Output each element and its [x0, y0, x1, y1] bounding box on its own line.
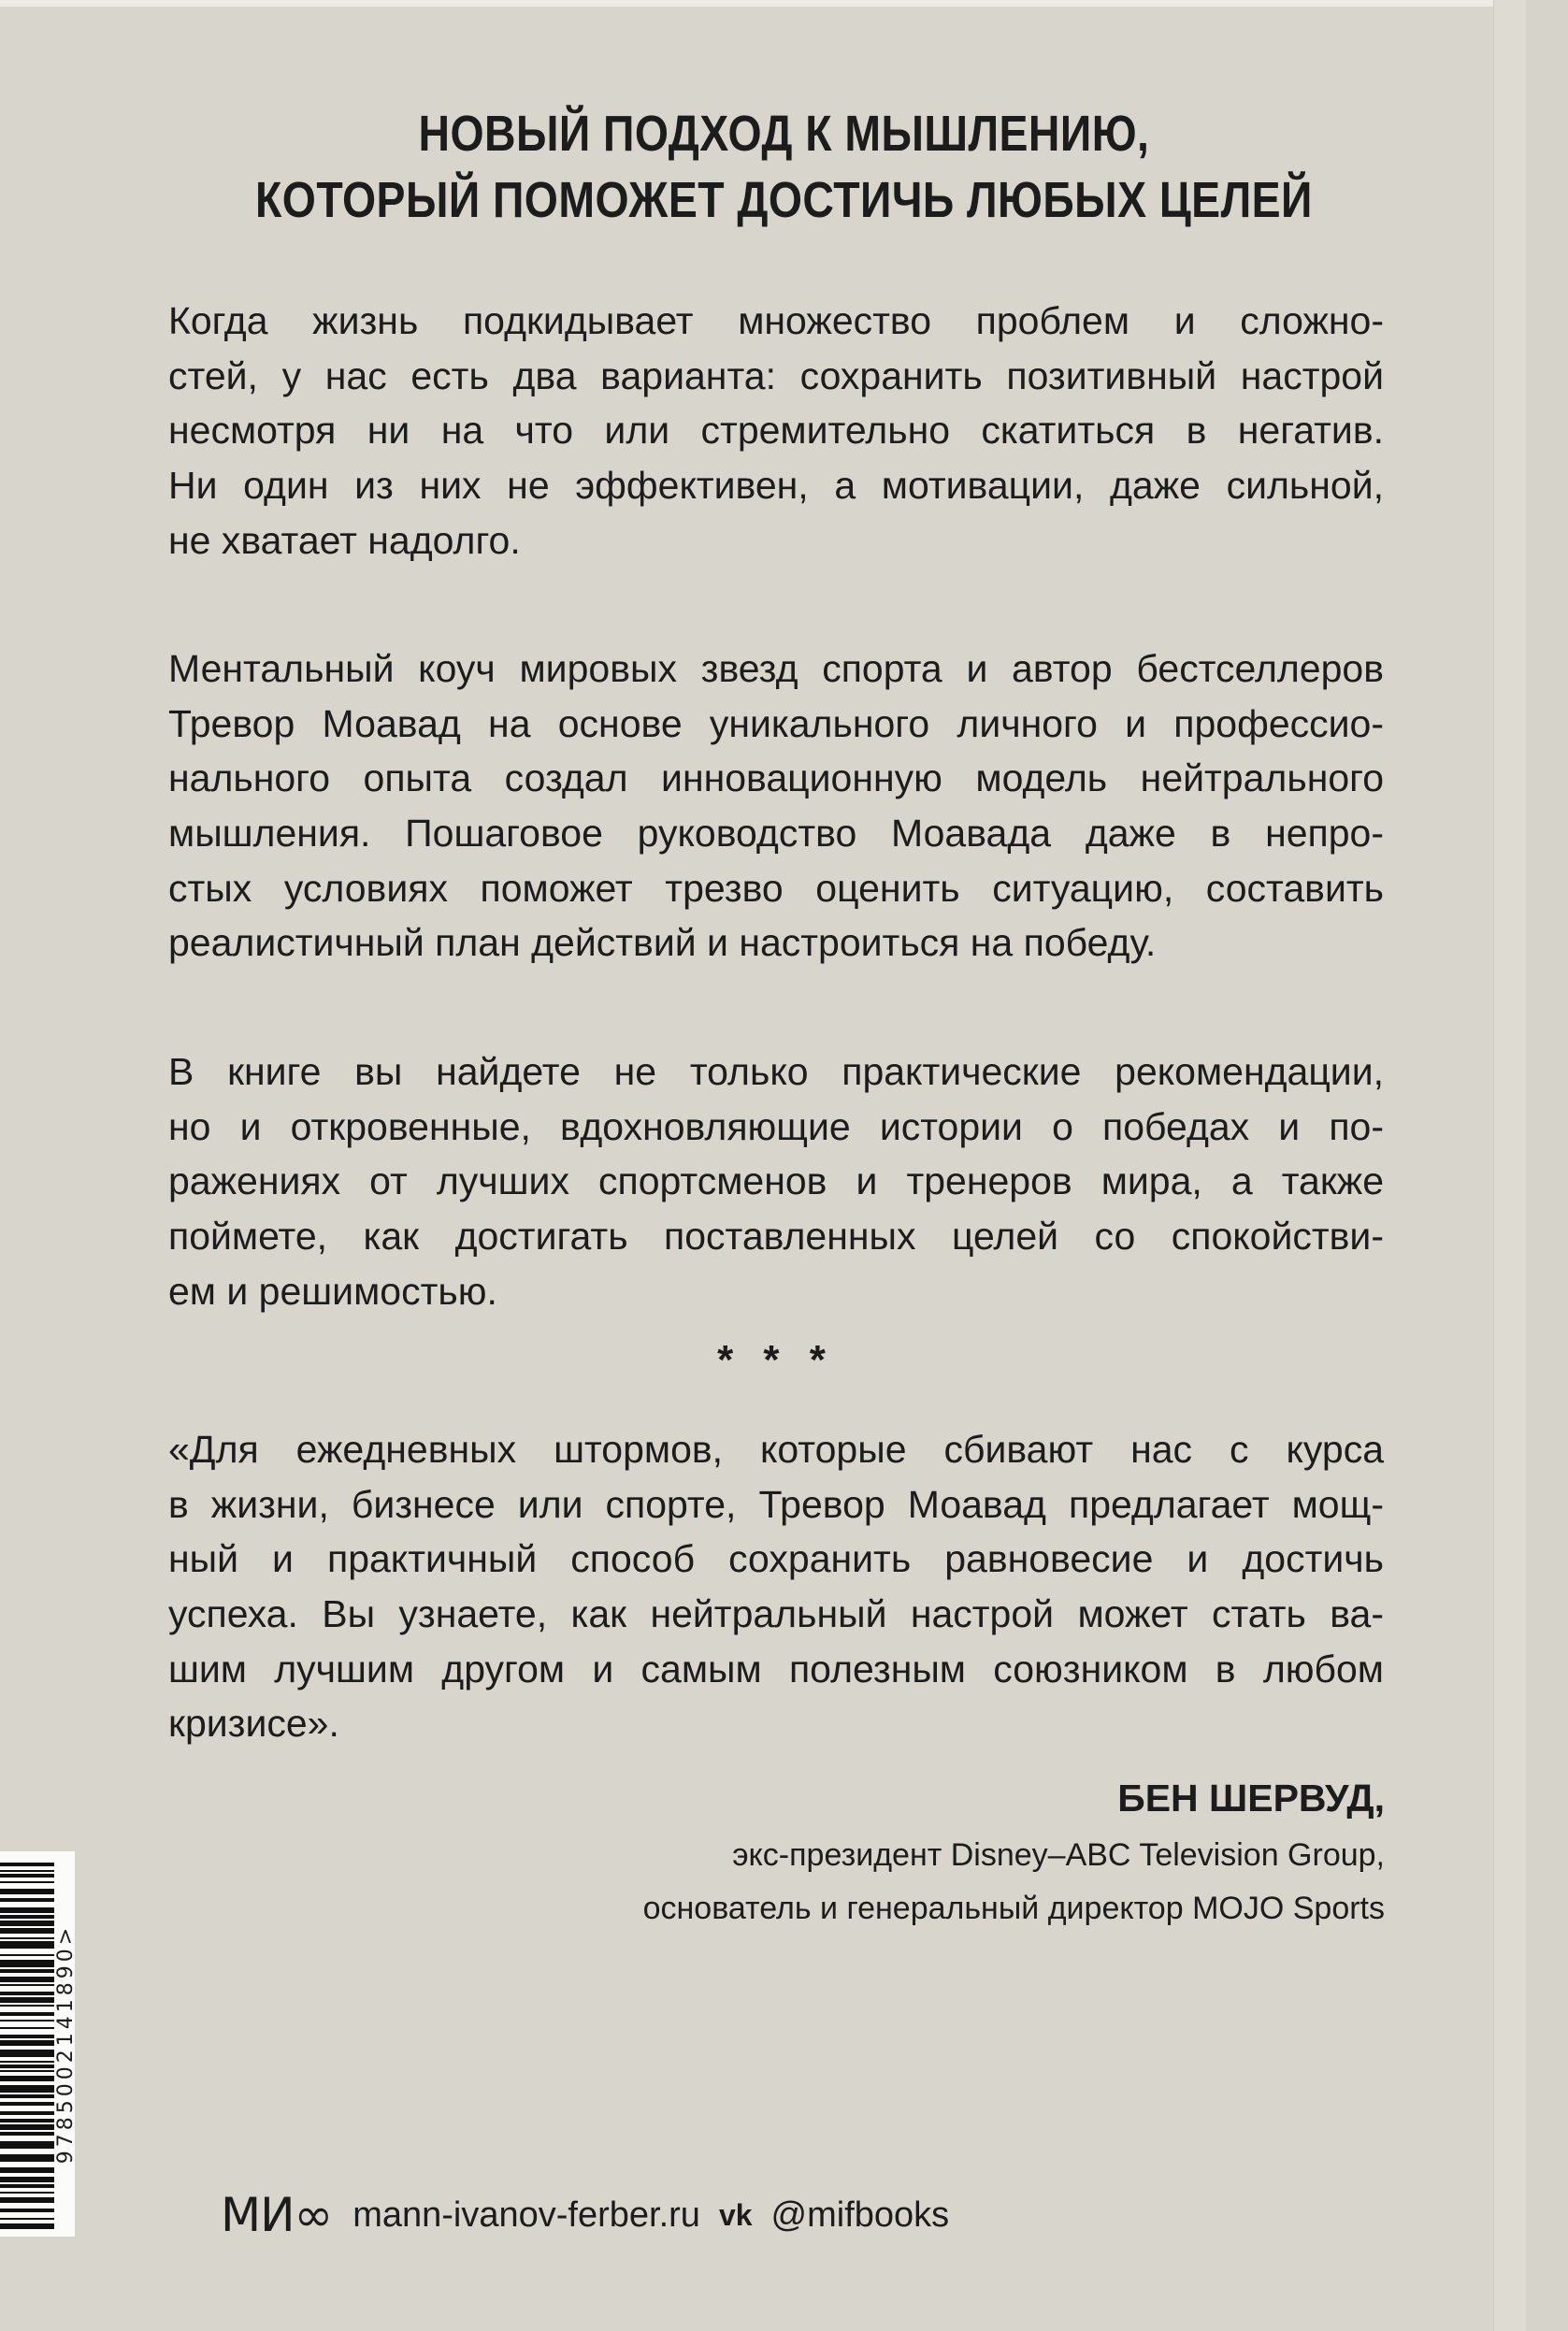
- social-handle[interactable]: @mifbooks: [770, 2194, 950, 2235]
- heading-line: КОТОРЫЙ ПОМОЖЕТ ДОСТИЧЬ ЛЮБЫХ ЦЕЛЕЙ: [255, 172, 1313, 228]
- text-line: ный и практичный способ сохранить равновесие и достичь: [168, 1537, 1384, 1581]
- barcode-bar: [0, 2027, 54, 2029]
- spine-hinge: [1493, 0, 1527, 2331]
- barcode-bar: [0, 2094, 54, 2098]
- cover-top-edge: [0, 0, 1568, 7]
- barcode-digits: [54, 1851, 78, 2237]
- barcode-bar: [0, 1977, 54, 1982]
- publisher-footer: [221, 2188, 949, 2242]
- text-line: Тревор Моавад на основе уникального личного и профессио-: [168, 701, 1384, 745]
- barcode-bar: [0, 2065, 54, 2068]
- separator: * * *: [717, 1337, 835, 1383]
- text-line: мышления. Пошаговое руководство Моавада даже в непро-: [168, 812, 1384, 856]
- barcode-bar: [0, 2035, 54, 2038]
- barcode-bar: [0, 2141, 54, 2149]
- barcode-bar: [0, 1863, 54, 1866]
- barcode-bar: [0, 2076, 54, 2081]
- barcode-bar: [0, 1915, 54, 1919]
- text-line: не хватает надолго.: [168, 518, 521, 562]
- barcode-bar: [0, 2184, 54, 2188]
- barcode-bar: [0, 1997, 54, 2003]
- barcode-bar: [0, 1881, 54, 1883]
- barcode-number: 9785002141890>: [54, 1923, 78, 2165]
- text-line: поймете, как достигать поставленных целей со спокойстви-: [168, 1215, 1384, 1259]
- barcode-bar: [0, 2167, 54, 2173]
- text-line: реалистичный план действий и настроиться на победу.: [168, 921, 1157, 965]
- barcode-bar: [0, 2209, 54, 2212]
- barcode-bar: [0, 2223, 54, 2229]
- barcode-bar: [0, 2119, 54, 2122]
- text-line: «Для ежедневных штормов, которые сбивают нас с курса: [168, 1428, 1384, 1471]
- barcode-bar: [0, 2132, 54, 2136]
- barcode-bar: [0, 2040, 54, 2046]
- text-line: в жизни, бизнесе или спорте, Тревор Моавад предлагает мощ-: [168, 1482, 1384, 1526]
- author-title-1: экс-президент Disney–ABC Television Group,: [732, 1837, 1385, 1873]
- barcode-bar: [0, 1907, 54, 1913]
- barcode-bar: [0, 2061, 54, 2063]
- website-link[interactable]: mann-ivanov-ferber.ru: [352, 2194, 700, 2235]
- barcode-bar: [0, 1898, 54, 1902]
- author-title-2: основатель и генеральный директор MOJO Sports: [642, 1891, 1385, 1926]
- barcode-bar: [0, 2102, 54, 2106]
- barcode-bar: [0, 2192, 54, 2194]
- barcode-bar: [0, 2050, 54, 2057]
- text-line: но и откровенные, вдохновляющие истории о победах и по-: [168, 1104, 1384, 1148]
- barcode-bar: [0, 2070, 54, 2072]
- text-line: стей, у нас есть два варианта: сохранить позитивный настрой: [168, 353, 1384, 397]
- paragraph-1: [168, 294, 1384, 568]
- text-line: В книге вы найдете не только практические рекомендации,: [168, 1050, 1384, 1093]
- barcode-bar: [0, 1937, 54, 1939]
- barcode-bar: [0, 1928, 54, 1934]
- barcode-bar: [0, 1960, 54, 1967]
- paragraph-2: [168, 641, 1384, 971]
- barcode-bar: [0, 2218, 54, 2220]
- cover-heading: [109, 101, 1458, 234]
- text-line: кризисе».: [168, 1702, 339, 1746]
- paragraph-3: [168, 1044, 1384, 1318]
- barcode-bar: [0, 2020, 54, 2022]
- barcode-bar: [0, 1992, 54, 1995]
- text-line: Ментальный коуч мировых звезд спорта и автор бестселлеров: [168, 647, 1384, 690]
- barcode-bar: [0, 1874, 54, 1878]
- text-line: успеха. Вы узнаете, как нейтральный настрой может стать ва-: [168, 1592, 1384, 1636]
- barcode-bar: [0, 2111, 54, 2115]
- text-line: Ни один из них не эффективен, а мотивации, даже сильной,: [168, 464, 1384, 508]
- barcode-bar: [0, 1969, 54, 1973]
- barcode-bar: [0, 1954, 54, 1956]
- vk-icon: vk: [718, 2197, 753, 2232]
- text-line: несмотря ни на что или стремительно скатиться в негатив.: [168, 409, 1384, 453]
- barcode-bar: [0, 2124, 54, 2130]
- quote-paragraph: [168, 1422, 1384, 1751]
- text-line: шим лучшим другом и самым полезным союзником в любом: [168, 1647, 1384, 1691]
- barcode-bar: [0, 2012, 54, 2016]
- heading-line: НОВЫЙ ПОДХОД К МЫШЛЕНИЮ,: [418, 106, 1150, 162]
- text-line: Когда жизнь подкидывает множество проблем и сложно-: [168, 299, 1384, 342]
- barcode-bars: [0, 1851, 54, 2237]
- barcode-bar: [0, 1941, 54, 1949]
- barcode-bar: [0, 1889, 54, 1894]
- text-line: нального опыта создал инновационную модель нейтрального: [168, 756, 1384, 800]
- barcode-bar: [0, 2005, 54, 2007]
- text-line: стых условиях поможет трезво оценить ситуацию, составить: [168, 866, 1384, 910]
- cover-right-edge: [1526, 0, 1568, 2331]
- barcode-bar: [0, 2177, 54, 2182]
- barcode-bar: [0, 2154, 54, 2162]
- barcode-bar: [0, 1984, 54, 1986]
- barcode-bar: [0, 2197, 54, 2203]
- barcode-bar: [0, 2085, 54, 2093]
- quote-author: БЕН ШЕРВУД,: [1117, 1777, 1385, 1820]
- text-line: ражениях от лучших спортсменов и тренеров мира, а также: [168, 1159, 1384, 1203]
- isbn-barcode: [0, 1851, 78, 2237]
- barcode-bar: [0, 1921, 54, 1926]
- barcode-bar: [0, 1870, 54, 1872]
- text-line: ем и решимостью.: [168, 1269, 497, 1313]
- publisher-logo: МИ∞: [221, 2188, 333, 2242]
